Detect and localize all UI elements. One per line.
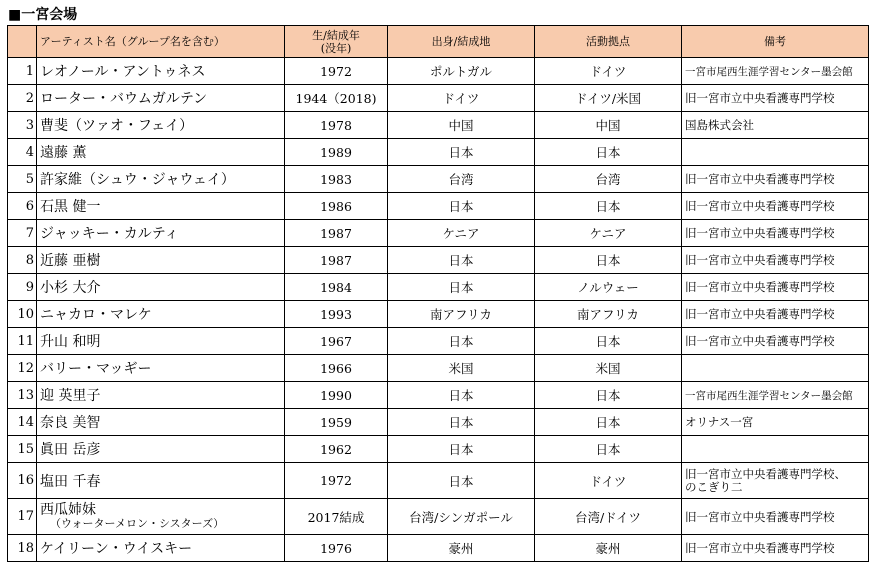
note-text: 旧一宮市立中央看護専門学校 bbox=[685, 307, 835, 321]
table-row bbox=[8, 274, 869, 301]
birth-year bbox=[285, 355, 388, 382]
base bbox=[535, 499, 682, 535]
base-text: 日本 bbox=[595, 415, 621, 430]
birth-year-text: 1990 bbox=[320, 387, 352, 403]
artist-name-text: 奈良 美智 bbox=[40, 415, 101, 431]
origin-text: 豪州 bbox=[448, 541, 474, 556]
origin-text: ポルトガル bbox=[429, 64, 493, 79]
artist-name-sub: （ウォーターメロン・シスターズ） bbox=[50, 517, 225, 530]
origin-text: ケニア bbox=[442, 226, 480, 241]
artist-table bbox=[7, 25, 869, 562]
header-year bbox=[285, 26, 388, 58]
base-text: 日本 bbox=[595, 199, 621, 214]
base bbox=[535, 58, 682, 85]
row-number bbox=[8, 409, 37, 436]
note-text: 一宮市尾西生涯学習センター墨会館 bbox=[685, 389, 853, 402]
note-text: 旧一宮市立中央看護専門学校 bbox=[685, 509, 835, 524]
base-text: 豪州 bbox=[595, 541, 621, 556]
birth-year bbox=[285, 328, 388, 355]
note-text: 旧一宮市立中央看護専門学校、 bbox=[685, 466, 846, 481]
origin-text: 台湾 bbox=[448, 172, 474, 187]
row-number-text: 5 bbox=[25, 171, 34, 187]
birth-year bbox=[285, 112, 388, 139]
origin-text: 日本 bbox=[448, 199, 474, 214]
birth-year-text: 1986 bbox=[320, 198, 352, 214]
origin bbox=[388, 436, 535, 463]
birth-year bbox=[285, 535, 388, 562]
row-number-text: 17 bbox=[17, 509, 34, 524]
artist-name bbox=[37, 436, 285, 463]
artist-name bbox=[37, 220, 285, 247]
base-text: ドイツ bbox=[589, 64, 627, 79]
row-number bbox=[8, 193, 37, 220]
origin bbox=[388, 247, 535, 274]
note bbox=[682, 355, 869, 382]
birth-year bbox=[285, 274, 388, 301]
artist-name bbox=[37, 499, 285, 535]
note bbox=[682, 463, 869, 499]
note-text: 旧一宮市立中央看護専門学校 bbox=[685, 226, 835, 240]
row-number-text: 16 bbox=[17, 473, 34, 488]
origin-text: 日本 bbox=[448, 388, 474, 403]
birth-year-text: 1967 bbox=[320, 333, 352, 349]
birth-year-text: 1983 bbox=[320, 171, 352, 187]
row-number bbox=[8, 139, 37, 166]
header-base: 活動拠点 bbox=[535, 26, 682, 58]
artist-name bbox=[37, 112, 285, 139]
base bbox=[535, 463, 682, 499]
origin bbox=[388, 301, 535, 328]
row-number-text: 12 bbox=[17, 360, 34, 376]
base-text: 日本 bbox=[595, 442, 621, 457]
table-row bbox=[8, 328, 869, 355]
table-row bbox=[8, 301, 869, 328]
table-row bbox=[8, 535, 869, 562]
note bbox=[682, 166, 869, 193]
table-row bbox=[8, 166, 869, 193]
base-text: 南アフリカ bbox=[577, 307, 639, 322]
base-text: 台湾/ドイツ bbox=[574, 509, 642, 525]
header-no bbox=[8, 26, 37, 58]
note-text: 旧一宮市立中央看護専門学校 bbox=[685, 91, 835, 105]
base-text: 日本 bbox=[595, 388, 621, 403]
note-text: 旧一宮市立中央看護専門学校 bbox=[685, 280, 835, 294]
origin bbox=[388, 139, 535, 166]
row-number-text: 9 bbox=[25, 279, 34, 295]
origin bbox=[388, 499, 535, 535]
origin bbox=[388, 193, 535, 220]
page-title: ■一宮会場 bbox=[8, 7, 78, 23]
row-number-text: 6 bbox=[25, 198, 34, 214]
artist-name-text: レオノール・アントゥネス bbox=[40, 64, 206, 80]
origin-text: 中国 bbox=[448, 118, 474, 133]
header-origin: 出身/結成地 bbox=[388, 26, 535, 58]
origin-text: 台湾/シンガポール bbox=[409, 509, 513, 525]
origin-text: 南アフリカ bbox=[430, 307, 492, 322]
origin bbox=[388, 409, 535, 436]
note bbox=[682, 85, 869, 112]
birth-year bbox=[285, 409, 388, 436]
artist-name bbox=[37, 166, 285, 193]
artist-name-text: ケイリーン・ウイスキー bbox=[40, 541, 193, 557]
row-number-text: 14 bbox=[17, 414, 34, 430]
table-row bbox=[8, 85, 869, 112]
artist-name-text: 遠藤 薫 bbox=[40, 145, 87, 161]
base bbox=[535, 436, 682, 463]
header-note: 備考 bbox=[682, 26, 869, 58]
origin bbox=[388, 274, 535, 301]
row-number bbox=[8, 535, 37, 562]
row-number bbox=[8, 463, 37, 499]
birth-year-text: 1989 bbox=[320, 144, 352, 160]
birth-year bbox=[285, 301, 388, 328]
row-number-text: 18 bbox=[17, 540, 34, 556]
row-number bbox=[8, 220, 37, 247]
base bbox=[535, 112, 682, 139]
row-number bbox=[8, 301, 37, 328]
base bbox=[535, 247, 682, 274]
row-number-text: 2 bbox=[25, 90, 34, 106]
note bbox=[682, 328, 869, 355]
note bbox=[682, 58, 869, 85]
artist-name bbox=[37, 139, 285, 166]
table-row bbox=[8, 499, 869, 535]
note-text: 旧一宮市立中央看護専門学校 bbox=[685, 253, 835, 267]
birth-year bbox=[285, 463, 388, 499]
origin-text: 日本 bbox=[448, 442, 474, 457]
table-row bbox=[8, 58, 869, 85]
birth-year-text: 1959 bbox=[320, 414, 352, 430]
table-row bbox=[8, 463, 869, 499]
note bbox=[682, 139, 869, 166]
base bbox=[535, 139, 682, 166]
artist-name bbox=[37, 382, 285, 409]
base bbox=[535, 301, 682, 328]
artist-name bbox=[37, 328, 285, 355]
row-number bbox=[8, 328, 37, 355]
artist-name bbox=[37, 58, 285, 85]
artist-name bbox=[37, 274, 285, 301]
row-number bbox=[8, 499, 37, 535]
base bbox=[535, 382, 682, 409]
note-text: 旧一宮市立中央看護専門学校 bbox=[685, 541, 835, 555]
origin bbox=[388, 463, 535, 499]
origin bbox=[388, 535, 535, 562]
base-text: ドイツ/米国 bbox=[574, 91, 642, 106]
artist-name-text: ローター・バウムガルテン bbox=[40, 91, 208, 107]
origin-text: 米国 bbox=[448, 361, 474, 376]
note bbox=[682, 409, 869, 436]
row-number-text: 7 bbox=[25, 225, 34, 241]
birth-year bbox=[285, 58, 388, 85]
row-number-text: 4 bbox=[25, 144, 34, 160]
table-row bbox=[8, 220, 869, 247]
row-number bbox=[8, 112, 37, 139]
note-text: 国島株式会社 bbox=[685, 118, 754, 132]
origin-text: 日本 bbox=[448, 145, 474, 160]
header-year-line2: (没年) bbox=[320, 41, 352, 55]
origin-text: ドイツ bbox=[442, 91, 480, 106]
artist-name-text: 石黒 健一 bbox=[40, 199, 101, 215]
table-row bbox=[8, 436, 869, 463]
header-artist-name: アーティスト名（グループ名を含む） bbox=[37, 26, 285, 58]
table-row bbox=[8, 193, 869, 220]
birth-year-text: 1993 bbox=[320, 306, 352, 322]
row-number bbox=[8, 382, 37, 409]
table-row bbox=[8, 247, 869, 274]
artist-name bbox=[37, 463, 285, 499]
artist-name-text: 近藤 亜樹 bbox=[40, 253, 101, 269]
birth-year bbox=[285, 382, 388, 409]
row-number bbox=[8, 274, 37, 301]
table-header-row bbox=[8, 26, 869, 58]
note-text: 旧一宮市立中央看護専門学校 bbox=[685, 334, 835, 348]
artist-name bbox=[37, 85, 285, 112]
table-row bbox=[8, 355, 869, 382]
note bbox=[682, 535, 869, 562]
artist-name-text: バリー・マッギー bbox=[40, 361, 152, 377]
table-row bbox=[8, 139, 869, 166]
artist-name-text: 許家維（シュウ・ジャウェイ） bbox=[40, 172, 235, 188]
base bbox=[535, 409, 682, 436]
birth-year bbox=[285, 247, 388, 274]
table-row bbox=[8, 112, 869, 139]
base-text: ノルウェー bbox=[577, 280, 639, 295]
artist-name bbox=[37, 409, 285, 436]
base-text: 日本 bbox=[595, 145, 621, 160]
note bbox=[682, 301, 869, 328]
base-text: ドイツ bbox=[589, 473, 627, 489]
base bbox=[535, 220, 682, 247]
artist-name bbox=[37, 355, 285, 382]
row-number-text: 10 bbox=[17, 306, 34, 322]
base-text: 中国 bbox=[595, 118, 621, 133]
artist-name-text: 升山 和明 bbox=[40, 334, 101, 350]
row-number bbox=[8, 85, 37, 112]
birth-year-text: 1944（2018) bbox=[295, 91, 377, 106]
origin bbox=[388, 166, 535, 193]
artist-name-text: 眞田 岳彦 bbox=[40, 442, 101, 458]
base-text: 日本 bbox=[595, 334, 621, 349]
artist-name-text: 迎 英里子 bbox=[40, 388, 101, 404]
note bbox=[682, 436, 869, 463]
origin bbox=[388, 382, 535, 409]
note bbox=[682, 499, 869, 535]
row-number-text: 13 bbox=[17, 387, 34, 403]
origin bbox=[388, 85, 535, 112]
base bbox=[535, 85, 682, 112]
row-number-text: 15 bbox=[17, 441, 34, 457]
origin bbox=[388, 112, 535, 139]
birth-year bbox=[285, 193, 388, 220]
note-text: 旧一宮市立中央看護専門学校 bbox=[685, 199, 835, 213]
origin-text: 日本 bbox=[448, 415, 474, 430]
base bbox=[535, 535, 682, 562]
note-text: オリナス一宮 bbox=[685, 415, 754, 429]
birth-year bbox=[285, 139, 388, 166]
birth-year bbox=[285, 436, 388, 463]
note bbox=[682, 274, 869, 301]
row-number-text: 11 bbox=[17, 333, 34, 349]
base bbox=[535, 328, 682, 355]
row-number bbox=[8, 58, 37, 85]
header-year-line1: 生/結成年 bbox=[312, 28, 360, 42]
row-number bbox=[8, 355, 37, 382]
artist-name bbox=[37, 535, 285, 562]
artist-name bbox=[37, 193, 285, 220]
base-text: 台湾 bbox=[595, 172, 621, 187]
artist-name-text: 西瓜姉妹 bbox=[40, 502, 96, 518]
artist-name-text: ジャッキー・カルティ bbox=[40, 226, 179, 242]
birth-year-text: 1976 bbox=[320, 540, 352, 556]
origin bbox=[388, 355, 535, 382]
birth-year bbox=[285, 499, 388, 535]
row-number-text: 3 bbox=[25, 117, 34, 133]
artist-name bbox=[37, 247, 285, 274]
base bbox=[535, 193, 682, 220]
row-number bbox=[8, 247, 37, 274]
birth-year bbox=[285, 85, 388, 112]
artist-name-text: 塩田 千春 bbox=[40, 473, 101, 490]
artist-name-text: 小杉 大介 bbox=[40, 280, 101, 296]
base bbox=[535, 274, 682, 301]
origin bbox=[388, 58, 535, 85]
note-text: 一宮市尾西生涯学習センター墨会館 bbox=[685, 65, 853, 78]
base bbox=[535, 166, 682, 193]
base bbox=[535, 355, 682, 382]
table-row bbox=[8, 382, 869, 409]
birth-year-text: 1962 bbox=[320, 441, 352, 457]
origin-text: 日本 bbox=[448, 473, 474, 489]
note bbox=[682, 220, 869, 247]
birth-year-text: 1972 bbox=[320, 473, 352, 488]
birth-year bbox=[285, 220, 388, 247]
birth-year-text: 1972 bbox=[320, 63, 352, 79]
note bbox=[682, 112, 869, 139]
birth-year-text: 1966 bbox=[320, 360, 352, 376]
row-number-text: 8 bbox=[25, 252, 34, 268]
birth-year-text: 1987 bbox=[320, 225, 352, 241]
base-text: ケニア bbox=[589, 226, 627, 241]
note bbox=[682, 193, 869, 220]
origin bbox=[388, 220, 535, 247]
birth-year-text: 2017結成 bbox=[307, 509, 365, 525]
origin-text: 日本 bbox=[448, 253, 474, 268]
base-text: 米国 bbox=[595, 361, 621, 376]
note bbox=[682, 382, 869, 409]
origin-text: 日本 bbox=[448, 280, 474, 295]
birth-year-text: 1978 bbox=[320, 117, 352, 133]
birth-year bbox=[285, 166, 388, 193]
origin bbox=[388, 328, 535, 355]
note bbox=[682, 247, 869, 274]
artist-name-text: ニャカロ・マレケ bbox=[40, 307, 152, 323]
artist-name bbox=[37, 301, 285, 328]
note-text-line2: のこぎり二 bbox=[685, 479, 743, 494]
row-number bbox=[8, 166, 37, 193]
origin-text: 日本 bbox=[448, 334, 474, 349]
row-number bbox=[8, 436, 37, 463]
birth-year-text: 1984 bbox=[320, 279, 352, 295]
table-row bbox=[8, 409, 869, 436]
row-number-text: 1 bbox=[25, 63, 34, 79]
birth-year-text: 1987 bbox=[320, 252, 352, 268]
artist-name-text: 曹斐（ツァオ・フェイ） bbox=[40, 118, 194, 134]
note-text: 旧一宮市立中央看護専門学校 bbox=[685, 172, 835, 186]
base-text: 日本 bbox=[595, 253, 621, 268]
